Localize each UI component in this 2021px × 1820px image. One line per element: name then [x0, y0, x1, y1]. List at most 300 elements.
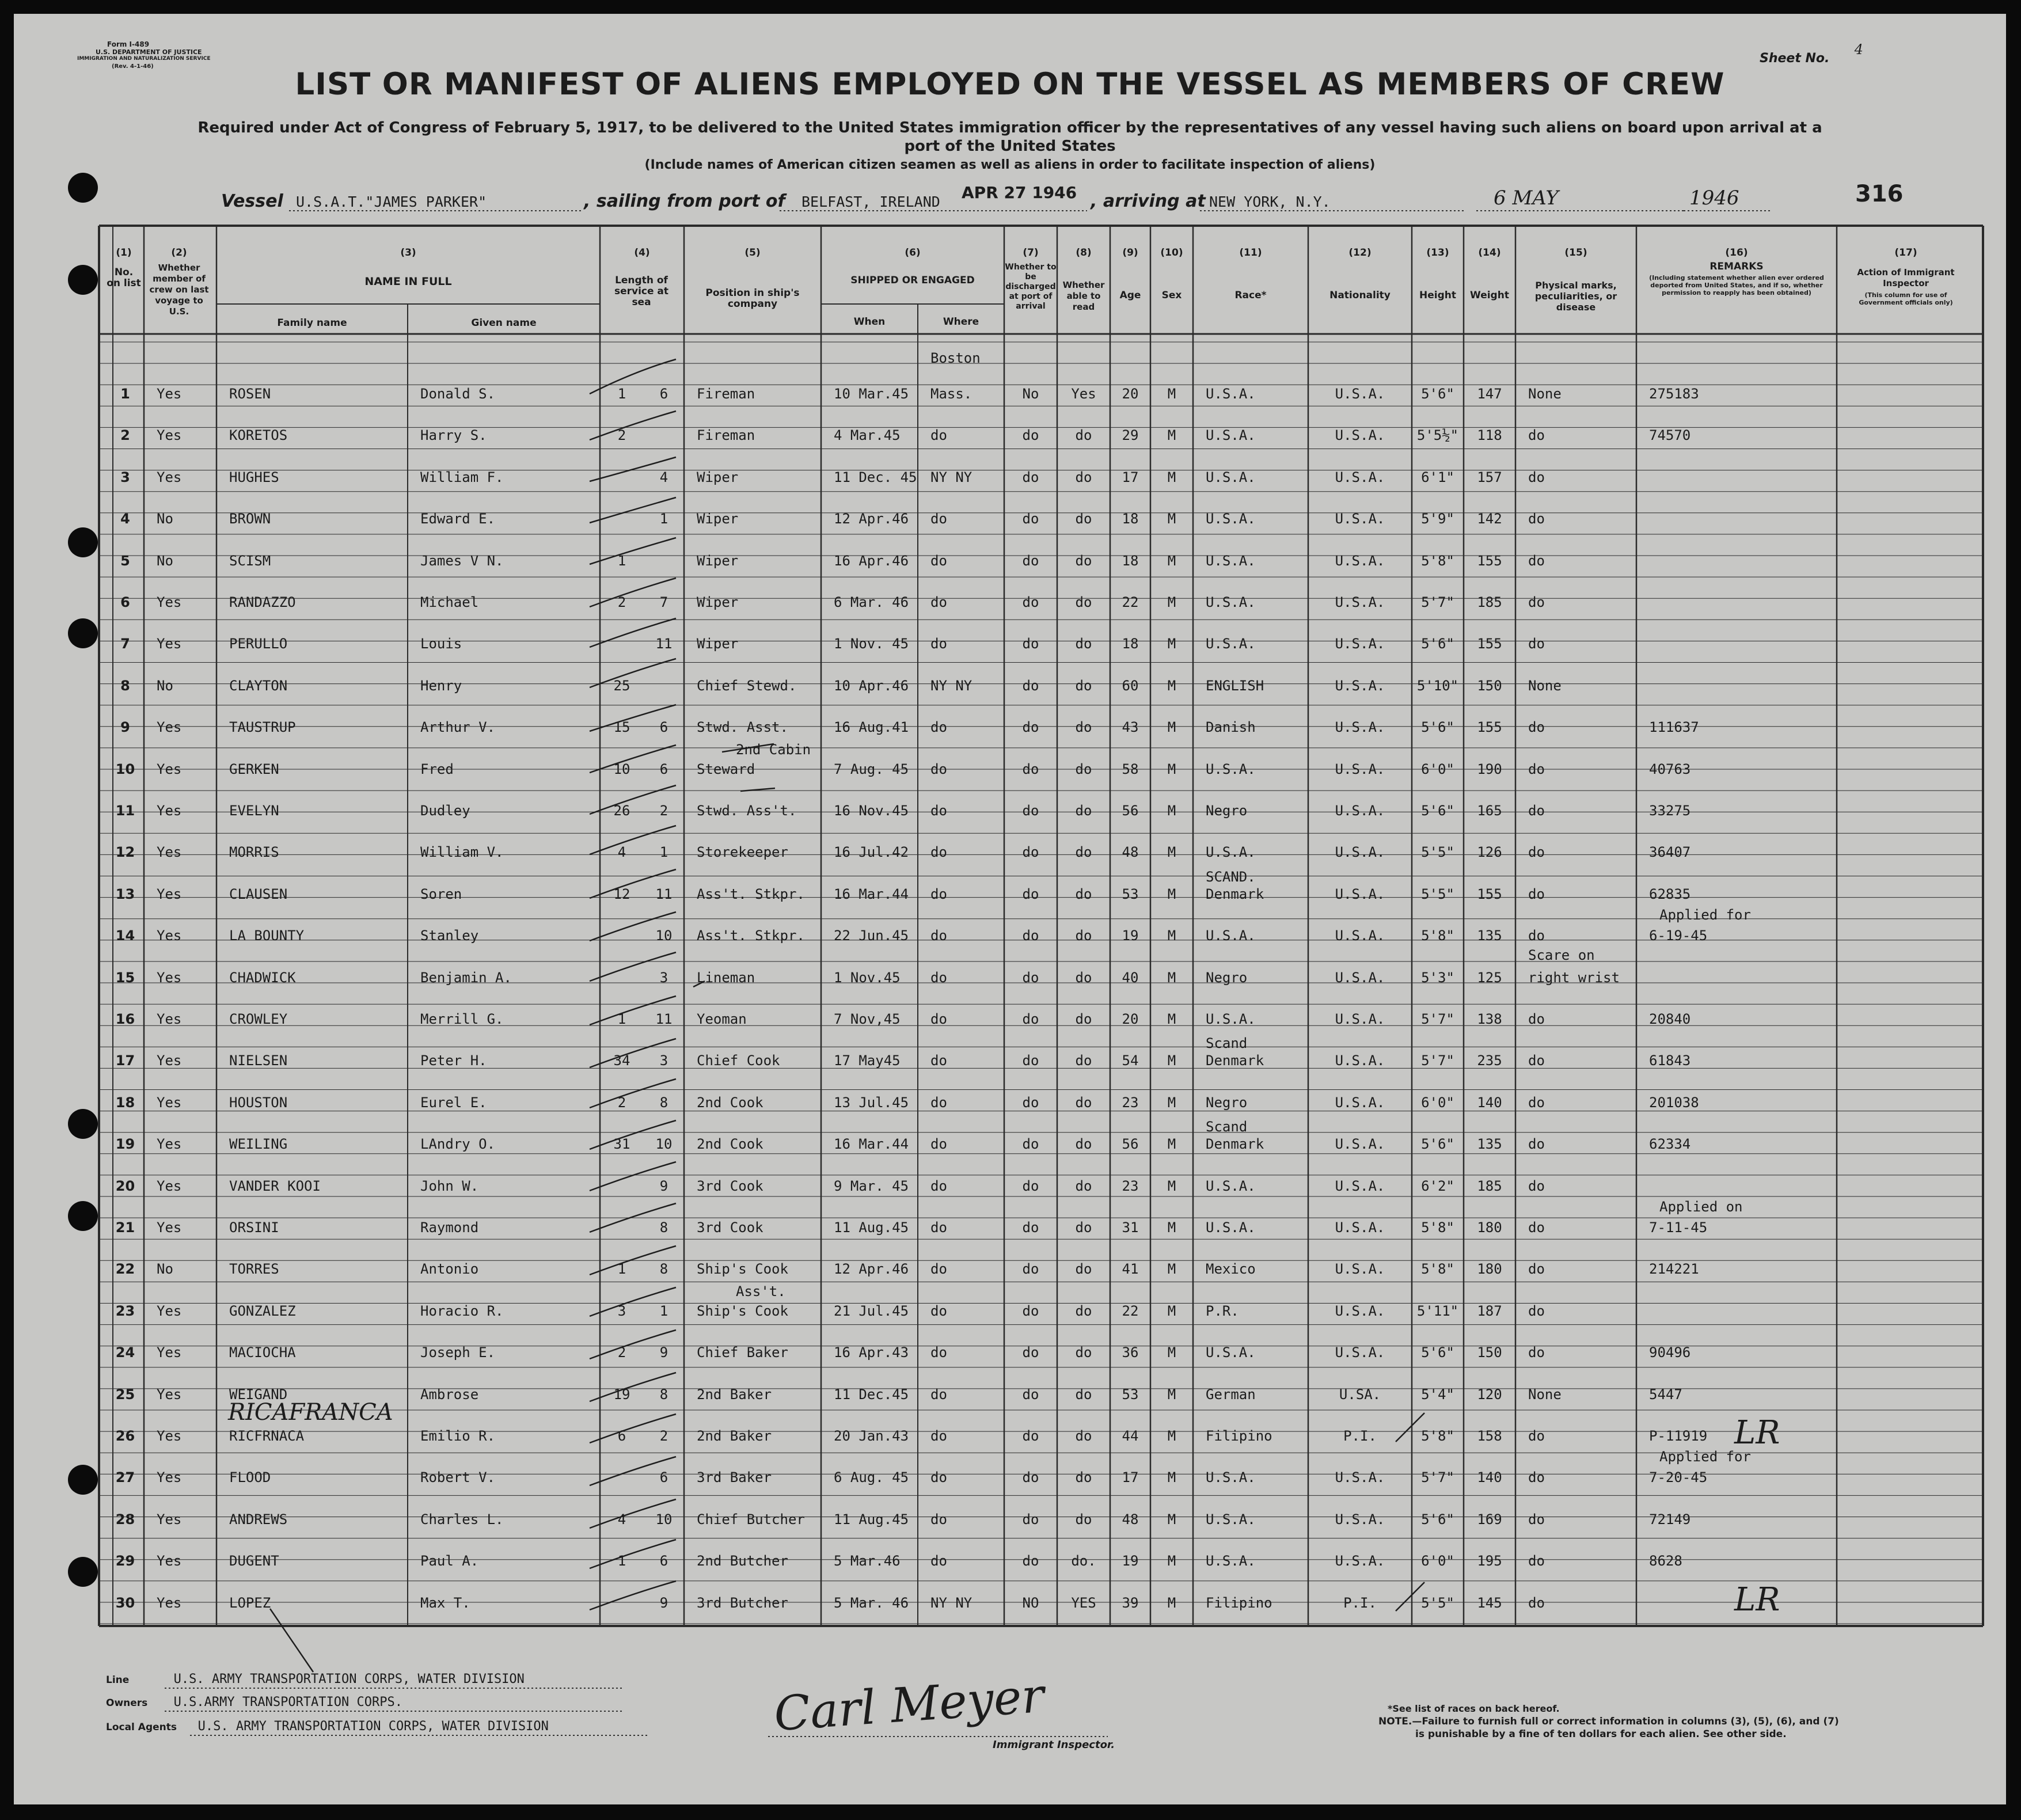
cell-ly: 6: [617, 1428, 626, 1444]
col-num-label: (4): [634, 247, 650, 259]
cell-where: do: [930, 1511, 947, 1528]
form-title: LIST OR MANIFEST OF ALIENS EMPLOYED ON THE VESSEL AS MEMBERS OF CREW: [295, 67, 1725, 102]
cell-wt: 145: [1477, 1594, 1502, 1611]
cell-when: 16 Nov.45: [834, 803, 909, 819]
cell-n: 5: [120, 552, 130, 569]
cell-nat: U.S.A.: [1335, 928, 1385, 944]
cell-read: do: [1075, 719, 1092, 736]
cell-lm: 6: [659, 761, 668, 777]
cell-where: do: [930, 928, 947, 944]
cell-age: 20: [1122, 386, 1139, 402]
cell-wt: 165: [1477, 803, 1502, 819]
cell-where: do: [930, 511, 947, 527]
cell-where: NY NY: [930, 1594, 972, 1611]
cell-given: Arthur V.: [420, 719, 496, 736]
cell-lm: 3: [659, 1053, 668, 1069]
agents-label: Local Agents: [106, 1722, 177, 1733]
cell-age: 41: [1122, 1261, 1139, 1278]
cell-rem: P-11919: [1649, 1428, 1708, 1444]
vessel-name: U.S.A.T."JAMES PARKER": [296, 193, 487, 210]
cell-lm: 1: [659, 844, 668, 861]
cell-ht: 5'9": [1421, 511, 1454, 527]
cell-where: do: [930, 1136, 947, 1153]
cell-pm: do: [1528, 511, 1545, 527]
cell-race: Denmark: [1206, 886, 1264, 902]
cell-given: Peter H.: [420, 1053, 487, 1069]
form-subtitle-2: port of the United States: [904, 138, 1116, 155]
cell-pos: Ship's Cook: [697, 1261, 788, 1278]
cell-nat: U.S.A.: [1335, 1553, 1385, 1570]
cell-given: Edward E.: [420, 511, 496, 527]
cell-nat: U.S.A.: [1335, 1136, 1385, 1153]
cell-when: 12 Apr.46: [834, 1261, 909, 1278]
cell-nat: U.S.A.: [1335, 761, 1385, 777]
cell-read: YES: [1071, 1594, 1096, 1611]
cell-lm: 11: [655, 636, 673, 652]
cell-ly: 26: [613, 803, 630, 819]
cell-ht: 5'6": [1421, 636, 1454, 652]
cell-pos: Storekeeper: [697, 844, 788, 861]
cell-when: 11 Dec. 45: [834, 469, 917, 485]
cell-lm: 7: [659, 594, 668, 610]
col-remarks-note: (Including statement whether alien ever ordered deported from United States, and if so, whether permission to reapply has been obtained): [1649, 274, 1824, 297]
cell-nat: U.S.A.: [1335, 1011, 1385, 1027]
cell-race: P.R.: [1206, 1302, 1239, 1319]
cell-age: 20: [1122, 1011, 1139, 1027]
cell-given: Charles L.: [420, 1511, 504, 1528]
cell-when: 16 Aug.41: [834, 719, 909, 736]
cell-age: 22: [1122, 594, 1139, 610]
col-num-label: (9): [1122, 247, 1138, 259]
cell-race: ENGLISH: [1206, 677, 1264, 694]
cell-lm: 2: [659, 1428, 668, 1444]
cell-race: U.S.A.: [1206, 1219, 1256, 1236]
cell-dis: do: [1022, 1261, 1039, 1278]
cell-pm: do: [1528, 1177, 1545, 1194]
cell-race: U.S.A.: [1206, 552, 1256, 569]
col-shipped-or-engaged: SHIPPED OR ENGAGED: [850, 275, 975, 286]
cell-dis: do: [1022, 469, 1039, 485]
cell-pos-top: 2nd Cabin: [736, 741, 811, 758]
col-num-label: (12): [1348, 247, 1372, 259]
cell-read: do: [1075, 1053, 1092, 1069]
cell-pm: do: [1528, 719, 1545, 736]
cell-race: U.S.A.: [1206, 1177, 1256, 1194]
cell-crew: Yes: [157, 969, 182, 986]
cell-fam: ANDREWS: [229, 1511, 288, 1528]
cell-dis: do: [1022, 511, 1039, 527]
cell-when: 7 Nov,45: [834, 1011, 901, 1027]
cell-pm: None: [1528, 677, 1562, 694]
sheet-label: Sheet No.: [1760, 51, 1830, 66]
cell-fam: GERKEN: [229, 761, 279, 777]
cell-given: Harry S.: [420, 427, 487, 444]
cell-read: do: [1075, 1136, 1092, 1153]
cell-crew: No: [157, 677, 173, 694]
cell-crew: Yes: [157, 1053, 182, 1069]
cell-race: Danish: [1206, 719, 1256, 736]
cell-dis: do: [1022, 844, 1039, 861]
cell-lm: 9: [659, 1344, 668, 1361]
cell-pm: do: [1528, 1261, 1545, 1278]
cell-n: 7: [120, 636, 130, 652]
col-height: Height: [1419, 290, 1456, 301]
cell-read: do.: [1071, 1553, 1096, 1570]
cell-n: 26: [115, 1428, 135, 1444]
cell-n: 21: [115, 1219, 135, 1236]
cell-fam: DUGENT: [229, 1553, 279, 1570]
cell-pos: 3rd Cook: [697, 1177, 763, 1194]
cell-read: do: [1075, 1177, 1092, 1194]
cell-nat: U.S.A.: [1335, 636, 1385, 652]
cell-pos: Ass't. Stkpr.: [697, 928, 805, 944]
cell-where: do: [930, 1177, 947, 1194]
cell-where: do: [930, 552, 947, 569]
cell-when: 6 Mar. 46: [834, 594, 909, 610]
penalty-note-1: NOTE.—Failure to furnish full or correct information in columns (3), (5), (6), and (7): [1378, 1716, 1839, 1727]
cell-crew: Yes: [157, 1594, 182, 1611]
cell-race: Negro: [1206, 1094, 1248, 1111]
cell-nat: U.S.A.: [1335, 1094, 1385, 1111]
cell-dis: do: [1022, 1053, 1039, 1069]
cell-race: Mexico: [1206, 1261, 1256, 1278]
cell-dis: do: [1022, 886, 1039, 902]
cell-lm: 1: [659, 1302, 668, 1319]
col-name-in-full: NAME IN FULL: [364, 275, 452, 288]
cell-given: William F.: [420, 469, 504, 485]
cell-rem-handwritten: LR: [1734, 1414, 1780, 1452]
cell-when: 4 Mar.45: [834, 427, 901, 444]
cell-age: 56: [1122, 803, 1139, 819]
cell-crew: Yes: [157, 1386, 182, 1403]
cell-crew: Yes: [157, 469, 182, 485]
cell-crew: Yes: [157, 1553, 182, 1570]
cell-race: U.S.A.: [1206, 469, 1256, 485]
cell-race: Filipino: [1206, 1594, 1272, 1611]
cell-pos: Fireman: [697, 427, 755, 444]
cell-pos: Wiper: [697, 552, 739, 569]
port-from: BELFAST, IRELAND: [801, 193, 940, 210]
cell-given: Emilio R.: [420, 1428, 496, 1444]
cell-when: 6 Aug. 45: [834, 1469, 909, 1486]
cell-wt: 185: [1477, 1177, 1502, 1194]
cell-rem: 8628: [1649, 1553, 1682, 1570]
cell-given: Paul A.: [420, 1553, 479, 1570]
cell-when: 16 Mar.44: [834, 886, 909, 902]
manifest-sheet: [14, 14, 2006, 1804]
cell-n: 17: [115, 1053, 135, 1069]
cell-when: 20 Jan.43: [834, 1428, 909, 1444]
cell-ht: 5'8": [1421, 928, 1454, 944]
cell-pos: 2nd Cook: [697, 1094, 763, 1111]
cell-when: 10 Mar.45: [834, 386, 909, 402]
col-sex: Sex: [1161, 290, 1182, 301]
port-to: NEW YORK, N.Y.: [1209, 193, 1331, 210]
cell-sex: M: [1167, 1219, 1176, 1236]
cell-race: U.S.A.: [1206, 1511, 1256, 1528]
col-discharged: Whether to be discharged at port of arrival: [1005, 263, 1057, 311]
cell-lm: 1: [659, 511, 668, 527]
cell-rem: 62334: [1649, 1136, 1691, 1153]
cell-rem: 62835: [1649, 886, 1691, 902]
penalty-note-2: is punishable by a fine of ten dollars for each alien. See other side.: [1415, 1728, 1787, 1740]
cell-race: German: [1206, 1386, 1256, 1403]
cell-n: 10: [115, 761, 135, 777]
cell-pos: Chief Stewd.: [697, 677, 797, 694]
form-number: Form I-489: [107, 40, 150, 48]
cell-lm: 10: [655, 1511, 673, 1528]
revision: (Rev. 4-1-46): [112, 63, 154, 70]
cell-fam: SCISM: [229, 552, 271, 569]
cell-read: do: [1075, 1302, 1092, 1319]
cell-sex: M: [1167, 969, 1176, 986]
cell-ly: 19: [613, 1386, 630, 1403]
cell-pm: do: [1528, 1594, 1545, 1611]
cell-race: U.S.A.: [1206, 1469, 1256, 1486]
cell-wt: 157: [1477, 469, 1502, 485]
inspector-signature: Carl Meyer: [772, 1668, 1046, 1742]
cell-when: 5 Mar. 46: [834, 1594, 909, 1611]
cell-ly: 4: [617, 1511, 626, 1528]
cell-read: do: [1075, 928, 1092, 944]
cell-read: do: [1075, 427, 1092, 444]
cell-n: 11: [115, 803, 135, 819]
cell-ht: 5'7": [1421, 1469, 1454, 1486]
cell-race: Denmark: [1206, 1053, 1264, 1069]
cell-ht: 5'7": [1421, 594, 1454, 610]
cell-age: 56: [1122, 1136, 1139, 1153]
cell-dis: do: [1022, 969, 1039, 986]
cell-crew: Yes: [157, 1177, 182, 1194]
cell-lm: 8: [659, 1219, 668, 1236]
cell-dis: No: [1022, 386, 1039, 402]
cell-read: do: [1075, 1261, 1092, 1278]
cell-rem: 61843: [1649, 1053, 1691, 1069]
col-nationality: Nationality: [1329, 290, 1391, 301]
cell-when: 21 Jul.45: [834, 1302, 909, 1319]
cell-pos: 2nd Cook: [697, 1136, 763, 1153]
cell-lm: 9: [659, 1177, 668, 1194]
cell-n: 23: [115, 1302, 135, 1319]
cell-race: U.S.A.: [1206, 761, 1256, 777]
line-label: Line: [106, 1674, 130, 1686]
cell-pos: Wiper: [697, 636, 739, 652]
cell-dis: do: [1022, 677, 1039, 694]
cell-dis: do: [1022, 928, 1039, 944]
cell-lm: 10: [655, 1136, 673, 1153]
cell-age: 58: [1122, 761, 1139, 777]
cell-pos: 3rd Baker: [697, 1469, 772, 1486]
cell-pm-extra: Scare on: [1528, 947, 1595, 964]
cell-ht: 5'6": [1421, 803, 1454, 819]
cell-dis: do: [1022, 1011, 1039, 1027]
cell-crew: Yes: [157, 844, 182, 861]
cell-wt: 147: [1477, 386, 1502, 402]
cell-fam: LOPEZ: [229, 1594, 271, 1611]
cell-rem: 40763: [1649, 761, 1691, 777]
cell-lm: 11: [655, 886, 673, 902]
cell-race-top: SCAND.: [1206, 868, 1256, 885]
cell-wt: 140: [1477, 1469, 1502, 1486]
cell-wt: 135: [1477, 928, 1502, 944]
cell-dis: do: [1022, 1136, 1039, 1153]
col-when: When: [853, 316, 886, 328]
col-race: Race*: [1234, 290, 1267, 301]
col-family-name: Family name: [277, 317, 347, 329]
cell-lm: 6: [659, 386, 668, 402]
cell-nat: U.S.A.: [1335, 1511, 1385, 1528]
cell-lm: 6: [659, 1553, 668, 1570]
col-weight: Weight: [1470, 290, 1509, 301]
cell-rem: 72149: [1649, 1511, 1691, 1528]
cell-pm: do: [1528, 761, 1545, 777]
cell-given: Ambrose: [420, 1386, 479, 1403]
cell-pm: do: [1528, 1344, 1545, 1361]
cell-pos: Ass't. Stkpr.: [697, 886, 805, 902]
cell-dis: do: [1022, 1302, 1039, 1319]
cell-rem-handwritten: LR: [1734, 1580, 1780, 1618]
cell-given: Stanley: [420, 928, 479, 944]
cell-pos: Fireman: [697, 386, 755, 402]
col-num-label: (15): [1564, 247, 1587, 259]
cell-fam: TAUSTRUP: [229, 719, 296, 736]
cell-sex: M: [1167, 1553, 1176, 1570]
cell-lm: 4: [659, 469, 668, 485]
cell-nat: U.S.A.: [1335, 886, 1385, 902]
cell-dis: do: [1022, 1219, 1039, 1236]
cell-age: 39: [1122, 1594, 1139, 1611]
cell-wt: 190: [1477, 761, 1502, 777]
cell-ht: 5'7": [1421, 1011, 1454, 1027]
cell-sex: M: [1167, 1011, 1176, 1027]
cell-fam: MACIOCHA: [229, 1344, 296, 1361]
cell-pm: do: [1528, 844, 1545, 861]
col-num-label: (17): [1894, 247, 1917, 259]
cell-dis: do: [1022, 636, 1039, 652]
cell-crew: No: [157, 552, 173, 569]
cell-read: do: [1075, 1428, 1092, 1444]
cell-ht: 5'6": [1421, 1511, 1454, 1528]
cell-nat: U.S.A.: [1335, 386, 1385, 402]
cell-n: 15: [115, 969, 135, 986]
cell-ht: 6'2": [1421, 1177, 1454, 1194]
vessel-label: Vessel: [221, 191, 283, 211]
cell-pos: 3rd Butcher: [697, 1594, 788, 1611]
cell-crew: No: [157, 511, 173, 527]
owners-label: Owners: [106, 1697, 148, 1709]
cell-pm: do: [1528, 1136, 1545, 1153]
cell-sex: M: [1167, 1094, 1176, 1111]
cell-ly: 25: [613, 677, 630, 694]
cell-sex: M: [1167, 886, 1176, 902]
cell-where: do: [930, 427, 947, 444]
cell-n: 12: [115, 844, 135, 861]
cell-ly: 1: [617, 552, 626, 569]
cell-age: 43: [1122, 719, 1139, 736]
cell-race: Denmark: [1206, 1136, 1264, 1153]
cell-pm: do: [1528, 803, 1545, 819]
cell-crew: Yes: [157, 1511, 182, 1528]
cell-fam: ROSEN: [229, 386, 271, 402]
cell-pm: do: [1528, 928, 1545, 944]
cell-where: do: [930, 761, 947, 777]
cell-read: do: [1075, 677, 1092, 694]
cell-sex: M: [1167, 1594, 1176, 1611]
cell-where: Mass.: [930, 386, 972, 402]
cell-pm: None: [1528, 1386, 1562, 1403]
cell-ly: 2: [617, 1344, 626, 1361]
col-where: Where: [943, 316, 979, 328]
cell-race: U.S.A.: [1206, 844, 1256, 861]
cell-where: do: [930, 886, 947, 902]
cell-sex: M: [1167, 1053, 1176, 1069]
form-subtitle-1: Required under Act of Congress of February 5, 1917, to be delivered to the United States immigration officer by the representatives of any vessel having such aliens on board upon arrival at a: [197, 119, 1822, 136]
cell-ht: 5'8": [1421, 1219, 1454, 1236]
arrival-date: 6 MAY: [1494, 187, 1559, 210]
cell-crew: Yes: [157, 928, 182, 944]
cell-given: James V N.: [420, 552, 504, 569]
cell-age: 29: [1122, 427, 1139, 444]
cell-race: U.S.A.: [1206, 928, 1256, 944]
cell-sex: M: [1167, 594, 1176, 610]
cell-nat: U.S.A.: [1335, 677, 1385, 694]
cell-ht: 5'4": [1421, 1386, 1454, 1403]
cell-race-top: Scand: [1206, 1119, 1248, 1135]
cell-race: U.S.A.: [1206, 594, 1256, 610]
cell-given: Soren: [420, 886, 462, 902]
cell-crew: Yes: [157, 886, 182, 902]
cell-when: 10 Apr.46: [834, 677, 909, 694]
cell-sex: M: [1167, 803, 1176, 819]
cell-pos: Wiper: [697, 511, 739, 527]
cell-fam: WEILING: [229, 1136, 288, 1153]
cell-when: 16 Jul.42: [834, 844, 909, 861]
cell-crew: Yes: [157, 1136, 182, 1153]
cell-lm: 8: [659, 1261, 668, 1278]
cell-ly: 2: [617, 1094, 626, 1111]
cell-ht: 5'8": [1421, 1261, 1454, 1278]
cell-sex: M: [1167, 1344, 1176, 1361]
cell-wt: 150: [1477, 677, 1502, 694]
inspector-label: Immigrant Inspector.: [993, 1739, 1115, 1751]
cell-ht: 5'6": [1421, 1136, 1454, 1153]
cell-wt: 187: [1477, 1302, 1502, 1319]
cell-when: 16 Mar.44: [834, 1136, 909, 1153]
col-num-label: (14): [1478, 247, 1501, 259]
cell-ly: 1: [617, 386, 626, 402]
cell-nat: U.S.A.: [1335, 1261, 1385, 1278]
cell-dis: do: [1022, 761, 1039, 777]
col-able-to-read: Whether able to read: [1062, 280, 1105, 312]
cell-nat: U.S.A.: [1335, 1302, 1385, 1319]
cell-nat: U.S.A.: [1335, 803, 1385, 819]
cell-given: LAndry O.: [420, 1136, 496, 1153]
cell-nat: U.S.A.: [1335, 1469, 1385, 1486]
cell-sex: M: [1167, 928, 1176, 944]
cell-age: 54: [1122, 1053, 1139, 1069]
cell-ht: 6'0": [1421, 1553, 1454, 1570]
cell-nat: U.SA.: [1339, 1386, 1381, 1403]
cell-sex: M: [1167, 1428, 1176, 1444]
cell-given: Robert V.: [420, 1469, 496, 1486]
cell-fam: MORRIS: [229, 844, 279, 861]
cell-when: 9 Mar. 45: [834, 1177, 909, 1194]
cell-fam: KORETOS: [229, 427, 288, 444]
cell-ht: 5'8": [1421, 552, 1454, 569]
cell-crew: Yes: [157, 1428, 182, 1444]
cell-fam: NIELSEN: [229, 1053, 288, 1069]
cell-crew: Yes: [157, 386, 182, 402]
